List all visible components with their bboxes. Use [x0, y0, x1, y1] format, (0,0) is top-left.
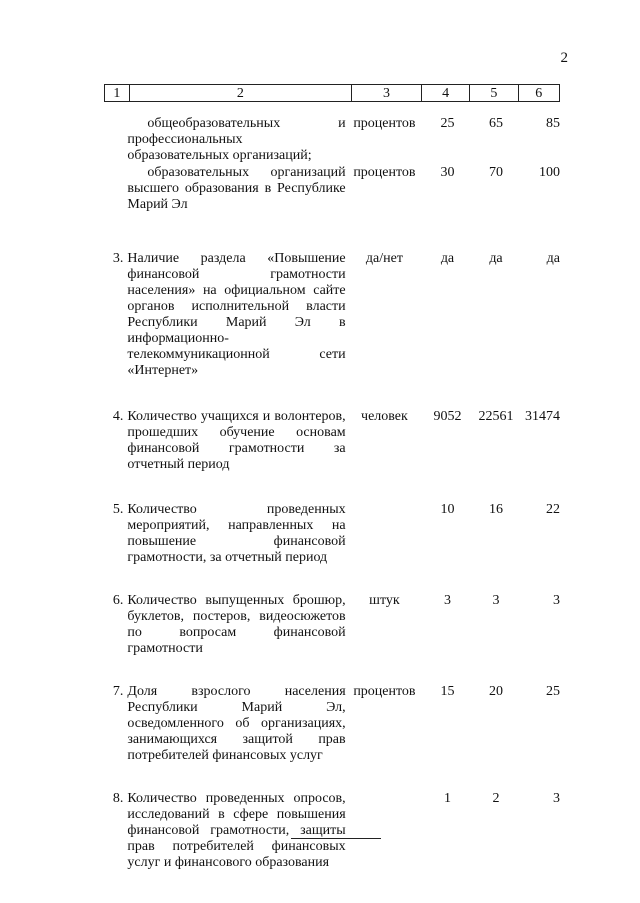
row-value-4: 10 [440, 502, 455, 517]
row-value-5: 22561 [478, 409, 514, 424]
row-description: образовательных организаций высшего образования в Республике Марий Эл [127, 165, 346, 212]
row-number: 3. [112, 251, 124, 266]
row-value-5: да [489, 251, 503, 266]
table-row [104, 502, 560, 566]
column-header-1: 1 [105, 85, 130, 102]
table-row [104, 409, 560, 473]
row-value-6: 22 [546, 502, 560, 517]
page-number: 2 [560, 50, 568, 66]
row-unit: да/нет [365, 251, 403, 266]
row-unit: процентов [353, 684, 416, 699]
row-unit: процентов [353, 116, 416, 131]
row-unit: процентов [353, 165, 416, 180]
row-description: Доля взрослого населения Республики Марий Эл, осведомленного об организациях, занимающихся защитой прав потребителей финансовых услуг [127, 684, 346, 763]
row-number: 8. [112, 791, 124, 806]
table-row [104, 251, 560, 379]
table-row [104, 593, 560, 657]
row-description: Количество учащихся и волонтеров, прошедших обучение основам финансовой грамотности за отчетный период [127, 409, 346, 472]
row-value-4: 9052 [433, 409, 462, 424]
column-header-6: 6 [518, 85, 559, 102]
column-header-4: 4 [421, 85, 469, 102]
column-header-3: 3 [352, 85, 422, 102]
column-header-2: 2 [129, 85, 351, 102]
row-value-4: 30 [440, 165, 455, 180]
row-value-6: 85 [546, 116, 560, 131]
row-value-5: 70 [488, 165, 503, 180]
row-number: 6. [112, 593, 124, 608]
row-value-4: да [440, 251, 455, 266]
table-row [104, 684, 560, 764]
row-value-6: 3 [553, 593, 560, 608]
row-description: Количество проведенных мероприятий, направленных на повышение финансовой грамотности, за отчетный период [127, 502, 346, 565]
table-row [104, 791, 560, 871]
row-value-4: 1 [443, 791, 451, 806]
row-description: Наличие раздела «Повышение финансовой грамотности населения» на официальном сайте органов исполнительной власти Республики Марий Эл в информационно-телекоммуникационной сети «Интернет» [127, 251, 346, 378]
row-value-4: 25 [440, 116, 455, 131]
row-value-6: 31474 [525, 409, 560, 424]
row-unit: человек [361, 409, 408, 424]
table-row [104, 116, 560, 213]
row-unit [346, 502, 424, 566]
column-header-5: 5 [470, 85, 518, 102]
column-header-table [104, 84, 560, 102]
row-value-5: 65 [488, 116, 503, 131]
row-number [104, 116, 127, 164]
row-unit: штук [369, 593, 400, 608]
indicator-rows [104, 116, 560, 891]
row-number: 7. [112, 684, 124, 699]
row-value-4: 3 [443, 593, 451, 608]
row-value-6: да [546, 251, 560, 266]
row-value-6: 25 [546, 684, 560, 699]
row-value-5: 3 [492, 593, 500, 608]
row-unit [346, 791, 424, 871]
row-value-5: 20 [488, 684, 503, 699]
row-description: общеобразовательных и профессиональных образовательных организаций; [127, 116, 346, 163]
row-number: 4. [112, 409, 124, 424]
footer-divider [291, 838, 381, 839]
row-number: 5. [112, 502, 124, 517]
row-value-5: 2 [492, 791, 500, 806]
row-description: Количество выпущенных брошюр, буклетов, постеров, видеосюжетов по вопросам финансовой грамотности [127, 593, 346, 656]
row-value-4: 15 [440, 684, 455, 699]
row-value-6: 3 [553, 791, 560, 806]
row-value-5: 16 [488, 502, 503, 517]
row-value-6: 100 [539, 165, 560, 180]
row-description: Количество проведенных опросов, исследований в сфере повышения финансовой грамотности, защиты прав потребителей финансовых услуг и финансового образования [127, 791, 346, 870]
